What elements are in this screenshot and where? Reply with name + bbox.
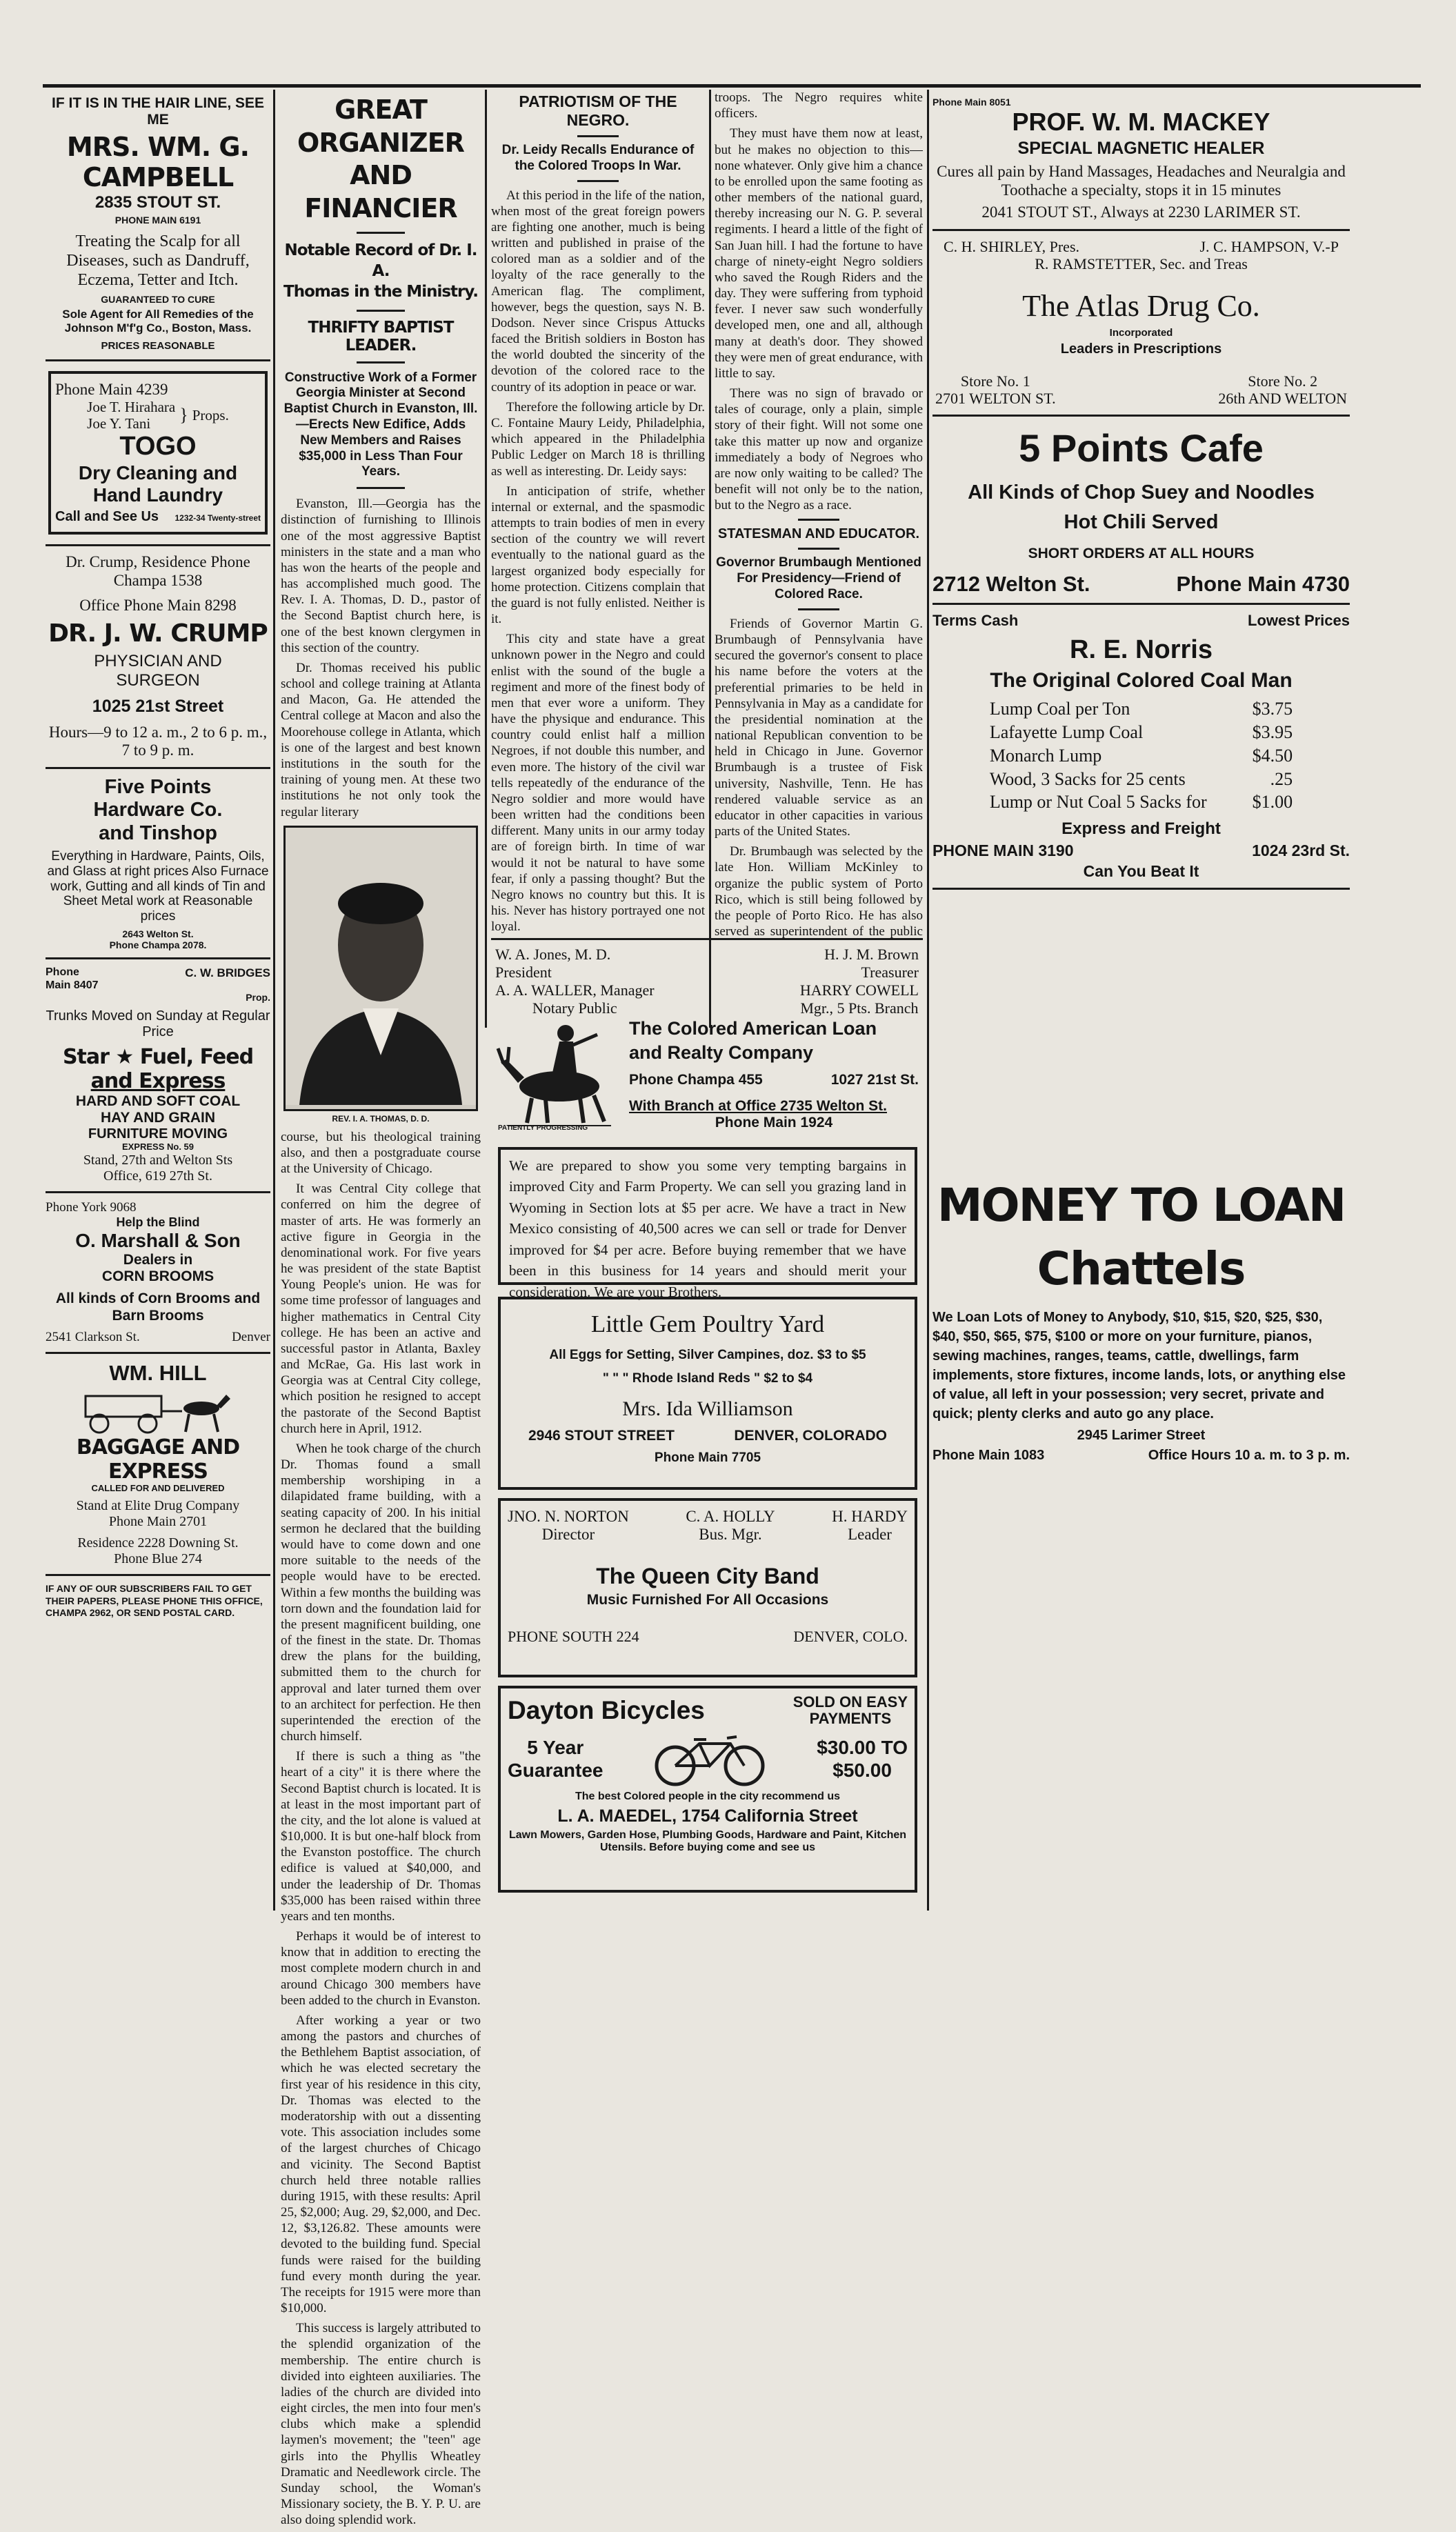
hardware-line-3: and Tinshop	[99, 821, 217, 844]
article-paragraph: This success is largely attributed to the splendid organization of the membership. The entire church is divided into eighteen auxiliaries. The ladies of the church are divided into eight circles, the men into four men's clubs which make a splendid laymen's movement; the "teen" age girls into the Phyllis Wheatley Dramatic and Needlework circle. The Sunday school, the Woman's Missionary society, the B. Y. P. U. are also doing splendid work.	[281, 2321, 481, 2528]
band-ad	[498, 1498, 917, 1677]
band-norton-title: Director	[541, 1526, 595, 1544]
article-patriotism	[491, 90, 705, 938]
hill-residence: Residence 2228 Downing St.	[77, 1535, 239, 1551]
bikes-easy-1: SOLD ON EASY	[792, 1693, 908, 1711]
band-phone: PHONE SOUTH 224	[508, 1627, 639, 1645]
bridges-prop: Prop.	[246, 992, 270, 1004]
togo-name: TOGO	[119, 432, 197, 461]
bridges-stand: Stand, 27th and Welton Sts	[83, 1153, 233, 1168]
norris-phone: PHONE MAIN 3190	[933, 841, 1074, 859]
poultry-city: DENVER, COLORADO	[734, 1428, 887, 1444]
togo-ad: Phone Main 4239 Joe T. Hirahara Joe Y. Tani } Props. TOGO Dry Cleaning and Hand Laundry Call and See Us 1232-34 Twenty-street	[48, 371, 268, 535]
band-norton: JNO. N. NORTON	[508, 1508, 629, 1525]
article-paragraph: Dr. Brumbaugh was selected by the late Hon. William McKinley to organize the public system of Porto Rico, which is still being followed by the people of Porto Rico. He has also served as superintendent of the public	[715, 844, 923, 938]
mackey-ad	[933, 97, 1350, 222]
bikes-year: 5 Year	[527, 1736, 584, 1758]
loan-cowell-title: Mgr., 5 Pts. Branch	[800, 999, 919, 1017]
crump-name: DR. J. W. CRUMP	[48, 619, 268, 648]
bikes-price-2: $50.00	[832, 1760, 892, 1782]
bicycle-icon	[651, 1731, 768, 1786]
article-paragraph: They must have them now at least, but he makes no objection to this—none whatever. Only give him a chance to be enrolled upon the same footing as other members of the national guard, thereby increasing our N. G. P. several regiments. I heard a little of the fight of San Juan hill. I had the fortune to have charge of ninety-eight Negro soldiers who saved the Rough Riders and the day. They were suffering from typhoid fever. I never saw such wonderfully developed men, one and all, although many at death's door. They showed they were men of great endurance, with little to say.	[715, 126, 923, 381]
money-headline: MONEY TO LOAN	[937, 1178, 1346, 1232]
loan-ad-offer	[498, 1147, 917, 1300]
norris-express: Express and Freight	[1061, 819, 1221, 839]
hill-ad	[46, 1361, 270, 1568]
band-hardy: H. HARDY	[832, 1508, 908, 1525]
patriotism-headline: PATRIOTISM OF THE NEGRO.	[519, 92, 677, 129]
norris-beat: Can You Beat It	[1083, 862, 1199, 881]
article-paragraph: troops. The Negro requires white officers.	[715, 90, 923, 121]
article-paragraph: If there is such a thing as "the heart of a city" it is there where the Second Baptist church is located. It is at least in the most important part of the city, and the lot alone is valued at $10,000. It is but one-half block from the Evanston postoffice. The church edifice is valued at $40,000, and under the leadership of Dr. Thomas $35,000 has been raised within three years and ten months.	[281, 1749, 481, 1924]
article-paragraph: Dr. Thomas received his public school and college training at Atlanta and Macon, Ga. He attended the Central college at Macon and also the Moorehouse college in Atlanta, which is one of the largest and best known institutions in the south for the training of young men. At these two institutions he not only took the regular literary	[281, 660, 481, 819]
loan-phone: Phone Champa 455	[629, 1072, 763, 1088]
bikes-name: Dayton Bicycles	[508, 1695, 705, 1724]
loan-jones: W. A. Jones, M. D.	[495, 946, 611, 963]
atlas-leaders: Leaders in Prescriptions	[1060, 341, 1222, 357]
norris-terms: Terms Cash	[933, 612, 1019, 630]
marshall-phone: Phone York 9068	[46, 1200, 137, 1215]
statesman-deck: Governor Brumbaugh Mentioned For Presidency—Friend of Colored Race.	[716, 555, 921, 602]
norris-price: $4.50	[1252, 745, 1293, 766]
poultry-address: 2946 STOUT STREET	[528, 1428, 675, 1444]
cafe-line-1: All Kinds of Chop Suey and Noodles	[968, 481, 1315, 504]
hill-stand: Stand at Elite Drug Company	[76, 1498, 240, 1514]
loan-waller: A. A. WALLER, Manager	[495, 981, 655, 999]
hardware-line-2: Hardware Co.	[93, 799, 223, 821]
bridges-name: C. W. BRIDGES	[185, 966, 270, 980]
atlas-store-1: Store No. 1	[960, 372, 1030, 390]
norris-price-row	[986, 768, 1297, 791]
bridges-fuel: Fuel, Feed	[139, 1045, 254, 1070]
bridges-express-number: EXPRESS No. 59	[121, 1142, 195, 1153]
marshall-address: 2541 Clarkson St.	[46, 1329, 140, 1344]
headline-2a: Notable Record of Dr. I. A.	[284, 241, 477, 280]
portrait-icon	[286, 828, 476, 1105]
money-body: We Loan Lots of Money to Anybody, $10, $15, $20, $25, $30, $40, $50, $65, $75, $100 or more on your furniture, pianos, sewing machines, ranges, teams, cattle, dwellings, farm implements, store fixtures, income lands, lots, or anything else of value, all left in your possession; very secret, private and quick; plenty clerks and auto go any place.	[933, 1309, 1346, 1422]
atlas-hampson: J. C. HAMPSON, V.-P	[1199, 237, 1339, 255]
marshall-city: Denver	[232, 1329, 270, 1344]
headline-1b: AND FINANCIER	[304, 160, 457, 223]
campbell-name: MRS. WM. G. CAMPBELL	[66, 132, 250, 192]
crump-residence: Dr. Crump, Residence Phone Champa 1538	[66, 553, 250, 589]
norris-lowest: Lowest Prices	[1248, 612, 1350, 630]
portrait-caption: REV. I. A. THOMAS, D. D.	[332, 1113, 430, 1124]
hardware-ad	[46, 776, 270, 950]
band-hardy-title: Leader	[848, 1526, 892, 1544]
hill-phone: Phone Main 2701	[108, 1514, 208, 1530]
column-rule	[485, 90, 487, 1028]
bridges-trunks: Trunks Moved on Sunday at Regular Price	[46, 1008, 270, 1040]
bridges-hay: HAY AND GRAIN	[100, 1110, 216, 1126]
poultry-name: Mrs. Ida Williamson	[622, 1397, 793, 1420]
mackey-title: SPECIAL MAGNETIC HEALER	[1017, 139, 1265, 159]
bikes-easy-2: PAYMENTS	[809, 1710, 892, 1728]
atlas-store-1-address: 2701 WELTON ST.	[935, 390, 1056, 408]
norris-price: $3.75	[1252, 698, 1293, 719]
loan-branch: With Branch at Office 2735 Welton St.	[629, 1098, 887, 1114]
hill-name: WM. HILL	[109, 1360, 207, 1385]
norris-price-row	[986, 744, 1297, 768]
togo-call: Call and See Us	[55, 509, 159, 525]
bridges-office: Office, 619 27th St.	[103, 1168, 212, 1184]
bikes-guarantee: Guarantee	[508, 1760, 604, 1782]
poultry-line-1: All Eggs for Setting, Silver Campines, doz. $3 to $5	[549, 1348, 866, 1363]
hill-called: CALLED FOR AND DELIVERED	[91, 1483, 225, 1494]
loan-brown-title: Treasurer	[861, 964, 919, 981]
togo-line-2: Hand Laundry	[92, 484, 223, 506]
loan-address: 1027 21st St.	[830, 1072, 919, 1088]
bikes-dealer: L. A. MAEDEL, 1754 California Street	[557, 1806, 858, 1826]
horse-wagon-icon	[79, 1386, 237, 1435]
cafe-ad	[933, 426, 1350, 597]
cafe-phone: Phone Main 4730	[1176, 571, 1350, 596]
campbell-guarantee: GUARANTEED TO CURE	[101, 294, 215, 306]
poultry-phone: Phone Main 7705	[654, 1450, 761, 1465]
crump-hours: Hours—9 to 12 a. m., 2 to 6 p. m., 7 to 9 p. m.	[48, 723, 268, 759]
marshall-name: O. Marshall & Son	[75, 1229, 241, 1251]
poultry-ad	[498, 1297, 917, 1490]
band-name: The Queen City Band	[596, 1563, 819, 1588]
column-rule	[709, 90, 711, 1028]
atlas-store-2: Store No. 2	[1248, 372, 1318, 390]
cafe-address: 2712 Welton St.	[933, 571, 1090, 596]
campbell-body: Treating the Scalp for all Diseases, such as Dandruff, Eczema, Tetter and Itch.	[66, 232, 250, 289]
poultry-title: Little Gem Poultry Yard	[590, 1310, 825, 1337]
loan-brown: H. J. M. Brown	[824, 946, 919, 963]
loan-branch-phone: Phone Main 1924	[715, 1115, 833, 1130]
hardware-line-1: Five Points	[104, 775, 212, 798]
loan-ad-header	[491, 938, 923, 1023]
bridges-express: and Express	[90, 1068, 226, 1093]
loan-waller-title: Notary Public	[532, 999, 617, 1017]
star-icon: ★	[115, 1045, 134, 1070]
norris-ad	[933, 612, 1350, 880]
norris-price: $1.00	[1252, 792, 1293, 813]
subscriber-notice: IF ANY OF OUR SUBSCRIBERS FAIL TO GET THEIR PAPERS, PLEASE PHONE THIS OFFICE, CHAMPA 2962, OR SEND POSTAL CARD.	[46, 1583, 263, 1619]
mackey-body: Cures all pain by Hand Massages, Headaches and Neuralgia and Toothache a specialty, stops it in 15 minutes	[937, 163, 1346, 199]
bridges-ad	[46, 966, 270, 1184]
campbell-tagline: IF IT IS IN THE HAIR LINE, SEE ME	[51, 95, 265, 128]
mackey-phone: Phone Main 8051	[933, 97, 1011, 108]
bridges-phone: Phone Main 8407	[46, 966, 99, 991]
marshall-help: Help the Blind	[116, 1215, 200, 1230]
norris-sub: The Original Colored Coal Man	[990, 669, 1293, 692]
article-paragraph: When he took charge of the church Dr. Thomas found a small membership worshiping in a dilapidated frame building, with a seating capacity of 200. In his initial sermon he declared that the building would have to come down and one more suitable to the needs of the people would have to be erected. Within a few months the building was torn down and the foundation laid for the present magnificent building, one of the finest in the state. Dr. Thomas drew the plans for the building, submitted them to the church for approval and later turned them over to an architect for perfection. He then superintended the erection of the church himself.	[281, 1441, 481, 1744]
norris-price-row	[986, 790, 1297, 814]
donkey-rider-icon	[494, 1014, 618, 1135]
marshall-brooms: CORN BROOMS	[101, 1268, 215, 1285]
togo-props-label: Props.	[192, 407, 229, 424]
togo-prop-1: Joe T. Hirahara	[87, 399, 176, 415]
crump-title-2: SURGEON	[116, 670, 200, 690]
ads-column-left	[46, 90, 270, 1619]
norris-price-table	[986, 697, 1297, 814]
norris-price-row	[986, 697, 1297, 721]
statesman-headline: STATESMAN AND EDUCATOR.	[717, 526, 920, 542]
cafe-name: 5 Points Cafe	[1019, 426, 1264, 470]
loan-ad-body	[491, 1014, 923, 1152]
norris-price: .25	[1270, 768, 1293, 789]
article-paragraph: course, but his theological training also, and then a postgraduate course at the University of Chicago.	[281, 1129, 481, 1177]
atlas-name: The Atlas Drug Co.	[1022, 289, 1260, 323]
loan-name-1: The Colored American Loan	[629, 1018, 877, 1039]
column-rule	[927, 90, 929, 1911]
article-paragraph: At this period in the life of the nation, when most of the great foreign powers are fighting one another, much is being written and published in praise of the colored man as a soldier and of the loyalty of the race generally to the American flag. The compliment, however, begs the question, says N. B. Dodson. Never since Crispus Attucks faced the British soldiers in Boston has the world doubted the sincerity of the devotion of the colored race to the country of its adoption in peace or war.	[491, 188, 705, 395]
loan-caption: PATIENTLY PROGRESSING	[498, 1124, 588, 1132]
togo-phone: Phone Main 4239	[55, 380, 168, 398]
headline-2b: Thomas in the Ministry.	[283, 282, 478, 301]
article-paragraph: Perhaps it would be of interest to know that in addition to erecting the most complete modern church in and around Chicago 300 members have been added to the church in Evanston.	[281, 1929, 481, 2008]
cafe-line-2: Hot Chili Served	[1064, 511, 1219, 534]
atlas-ad	[933, 238, 1350, 408]
article-thomas	[281, 90, 481, 2532]
bikes-price-1: $30.00 TO	[817, 1736, 908, 1758]
article-column-4	[715, 90, 923, 938]
portrait-photo	[283, 826, 478, 1111]
article-paragraph: Evanston, Ill.—Georgia has the distinction of furnishing to Illinois one of the most aggressive Baptist ministers in the state and a man who has won the hearts of the people and has accomplished much good. The Rev. I. A. Thomas, D. D., pastor of the Second Baptist church here, is one of the best known clergymen in this section of the country.	[281, 497, 481, 655]
togo-line-1: Dry Cleaning and	[78, 461, 238, 484]
article-paragraph: It was Central City college that conferred on him the degree of master of arts. He was formerly an active figure in Georgia in the denominational work. For five years he was president of the state Baptist Young People's union. He was for some time professor of languages and higher mathematics in Central City college. He has been an active and successful pastor in Atlanta, Baxley and McRae, Ga. His last work in Georgia was at Central City college, which position he resigned to accept the pastorate of the Second Baptist church here in April, 1912.	[281, 1182, 481, 1436]
article-paragraph: This city and state have a great unknown power in the Negro and could enlist with the sound of the bugle a regiment and more of the finest body of men that ever wore a uniform. They have the physique and endurance. This country could enlist half a million Negroes, if not double this number, and even more. The history of the civil war tells repeatedly of the endurance of the Negro soldier and more would have been written had the conditions been different. Many units in our army today are of foreign birth. In time of war would it not be natural to have some fear, if only a passing thought? But the Negro knows no country but this. It is his. Never has history portrayed one not loyal.	[491, 632, 705, 935]
bikes-goods: Lawn Mowers, Garden Hose, Plumbing Goods, Hardware and Paint, Kitchen Utensils. Before buying come and see us	[508, 1828, 907, 1853]
crump-ad	[46, 553, 270, 760]
money-phone: Phone Main 1083	[933, 1447, 1045, 1463]
loan-body: We are prepared to show you some very tempting bargains in improved City and Farm Property. We can sell you grazing land in Wyoming in Section lots at $5 per acre. We have a tract in New Mexico consisting of 40,500 acres we can sell or trade for Denver improved for $4 per acre. Before buying remember that we have been in this business for 14 years and should merit your consideration. We are your Brothers.	[509, 1157, 906, 1300]
norris-name: R. E. Norris	[1070, 635, 1213, 664]
loan-jones-title: President	[495, 964, 552, 981]
togo-address: 1232-34 Twenty-street	[174, 513, 261, 524]
norris-price-row	[986, 721, 1297, 744]
article-deck: Constructive Work of a Former Georgia Minister at Second Baptist Church in Evanston, Ill.—Erects New Edifice, Adds New Members and Raises $35,000 in Less Than Four Years.	[283, 370, 478, 479]
mackey-name: PROF. W. M. MACKEY	[1012, 108, 1270, 137]
atlas-store-2-address: 26th AND WELTON	[1218, 390, 1347, 408]
norris-price: $3.95	[1252, 721, 1293, 742]
marshall-all: All kinds of Corn Brooms and Barn Brooms	[55, 1290, 261, 1324]
article-paragraph: Friends of Governor Martin G. Brumbaugh of Pennsylvania have secured the governor's consent to place his name before the voters at the preferential primaries to be held in Pennsylvania in May as a candidate for the presidential nomination at the national Republican convention to be held in Chicago in June. Governor Brumbaugh is a trustee of Fisk university, Nashville, Tenn. He has rendered valuable service as an educator in other capacities in various parts of the United States.	[715, 616, 923, 839]
money-hours: Office Hours 10 a. m. to 3 p. m.	[1148, 1447, 1350, 1463]
headline-3: THRIFTY BAPTIST LEADER.	[308, 318, 454, 355]
togo-prop-2: Joe Y. Tani	[87, 415, 151, 432]
bridges-coal: HARD AND SOFT COAL	[75, 1093, 241, 1110]
atlas-shirley: C. H. SHIRLEY, Pres.	[944, 237, 1080, 255]
norris-item: Monarch Lump	[989, 745, 1102, 766]
ads-column-right	[933, 90, 1350, 1464]
money-ad	[933, 1179, 1350, 1464]
marshall-dealers: Dealers in	[123, 1252, 193, 1268]
crump-title-1: PHYSICIAN AND	[94, 652, 222, 671]
crump-office: Office Phone Main 8298	[79, 597, 237, 615]
norris-item: Wood, 3 Sacks for 25 cents	[989, 768, 1186, 789]
headline-1a: GREAT ORGANIZER	[297, 94, 464, 158]
atlas-ramstetter: R. RAMSTETTER, Sec. and Treas	[1035, 255, 1248, 272]
top-rule	[43, 84, 1421, 88]
mackey-address: 2041 STOUT ST., Always at 2230 LARIMER ST.	[981, 203, 1301, 221]
cafe-line-3: SHORT ORDERS AT ALL HOURS	[1028, 545, 1255, 561]
hardware-phone: Phone Champa 2078.	[109, 939, 207, 951]
hill-phone-2: Phone Blue 274	[114, 1551, 202, 1567]
band-holly-title: Bus. Mgr.	[699, 1526, 762, 1544]
norris-item: Lump or Nut Coal 5 Sacks for	[989, 792, 1207, 813]
article-paragraph: In anticipation of strife, whether internal or external, and the spasmodic attempts to train bodies of men in every section of the country we will revert eventually to the national guard as the largest organized body especially for home protection. Citizens complain that the guard is not fully enlisted. Neither is it.	[491, 484, 705, 627]
crump-address: 1025 21st Street	[92, 697, 224, 717]
money-chattels: Chattels	[1037, 1242, 1246, 1295]
campbell-prices: PRICES REASONABLE	[101, 340, 215, 352]
bicycles-ad	[498, 1686, 917, 1893]
campbell-ad	[46, 90, 270, 352]
loan-name-2: and Realty Company	[629, 1042, 814, 1063]
article-paragraph: There was no sign of bravado or tales of courage, only a plain, simple story of their fight. Will not some one take this matter up now and organize immediately a body of Negroes who are now only waiting to be called? The benefit will not only be to the nation, but to the Negro as a race.	[715, 386, 923, 513]
band-holly: C. A. HOLLY	[686, 1508, 775, 1525]
band-sub: Music Furnished For All Occasions	[586, 1591, 829, 1608]
bikes-recommend: The best Colored people in the city recommend us	[575, 1791, 841, 1803]
campbell-agent: Sole Agent for All Remedies of the Johnson M'f'g Co., Boston, Mass.	[62, 308, 254, 335]
money-address: 2945 Larimer Street	[1077, 1427, 1206, 1443]
patriotism-deck: Dr. Leidy Recalls Endurance of the Colored Troops In War.	[501, 143, 695, 173]
hill-baggage: BAGGAGE AND EXPRESS	[76, 1435, 240, 1484]
poultry-line-2: " " " Rhode Island Reds " $2 to $4	[602, 1371, 813, 1386]
atlas-incorporated: Incorporated	[1109, 326, 1173, 339]
marshall-ad	[46, 1200, 270, 1344]
bridges-star-text: Star	[62, 1045, 109, 1070]
hardware-body: Everything in Hardware, Paints, Oils, and Glass at right prices Also Furnace work, Gutting and all kinds of Tin and Sheet Metal work at Reasonable prices	[47, 848, 269, 924]
loan-cowell: HARRY COWELL	[799, 981, 919, 999]
campbell-address: 2835 STOUT ST.	[94, 192, 221, 212]
campbell-phone: PHONE MAIN 6191	[114, 215, 201, 226]
norris-item: Lafayette Lump Coal	[989, 721, 1144, 742]
bridges-moving: FURNITURE MOVING	[88, 1126, 228, 1142]
article-paragraph: Therefore the following article by Dr. C. Fontaine Maury Leidy, Philadelphia, which appeared in the Philadelphia Public Ledger on March 18 is thrilling as well as interesting. Dr. Leidy says:	[491, 399, 705, 479]
norris-address: 1024 23rd St.	[1252, 841, 1350, 859]
column-rule	[273, 90, 275, 1911]
band-city: DENVER, COLO.	[793, 1627, 908, 1645]
norris-item: Lump Coal per Ton	[989, 698, 1130, 719]
article-paragraph: After working a year or two among the pastors and churches of the Bethlehem Baptist association, of which he was elected secretary the first year of his residence in this city, Dr. Thomas was elected to the moderatorship with out a dissenting vote. This association includes some of the largest churches of Chicago and vicinity. The Second Baptist church held three notable rallies during 1915, with these results: April 25, $2,000; Aug. 29, $2,000, and Dec. 12, $3,126.82. These amounts were devoted to the building fund. Special funds were raised for the building fund every month during the year. The receipts for 1915 were more than $10,000.	[281, 2013, 481, 2316]
hardware-address: 2643 Welton St.	[122, 928, 194, 940]
